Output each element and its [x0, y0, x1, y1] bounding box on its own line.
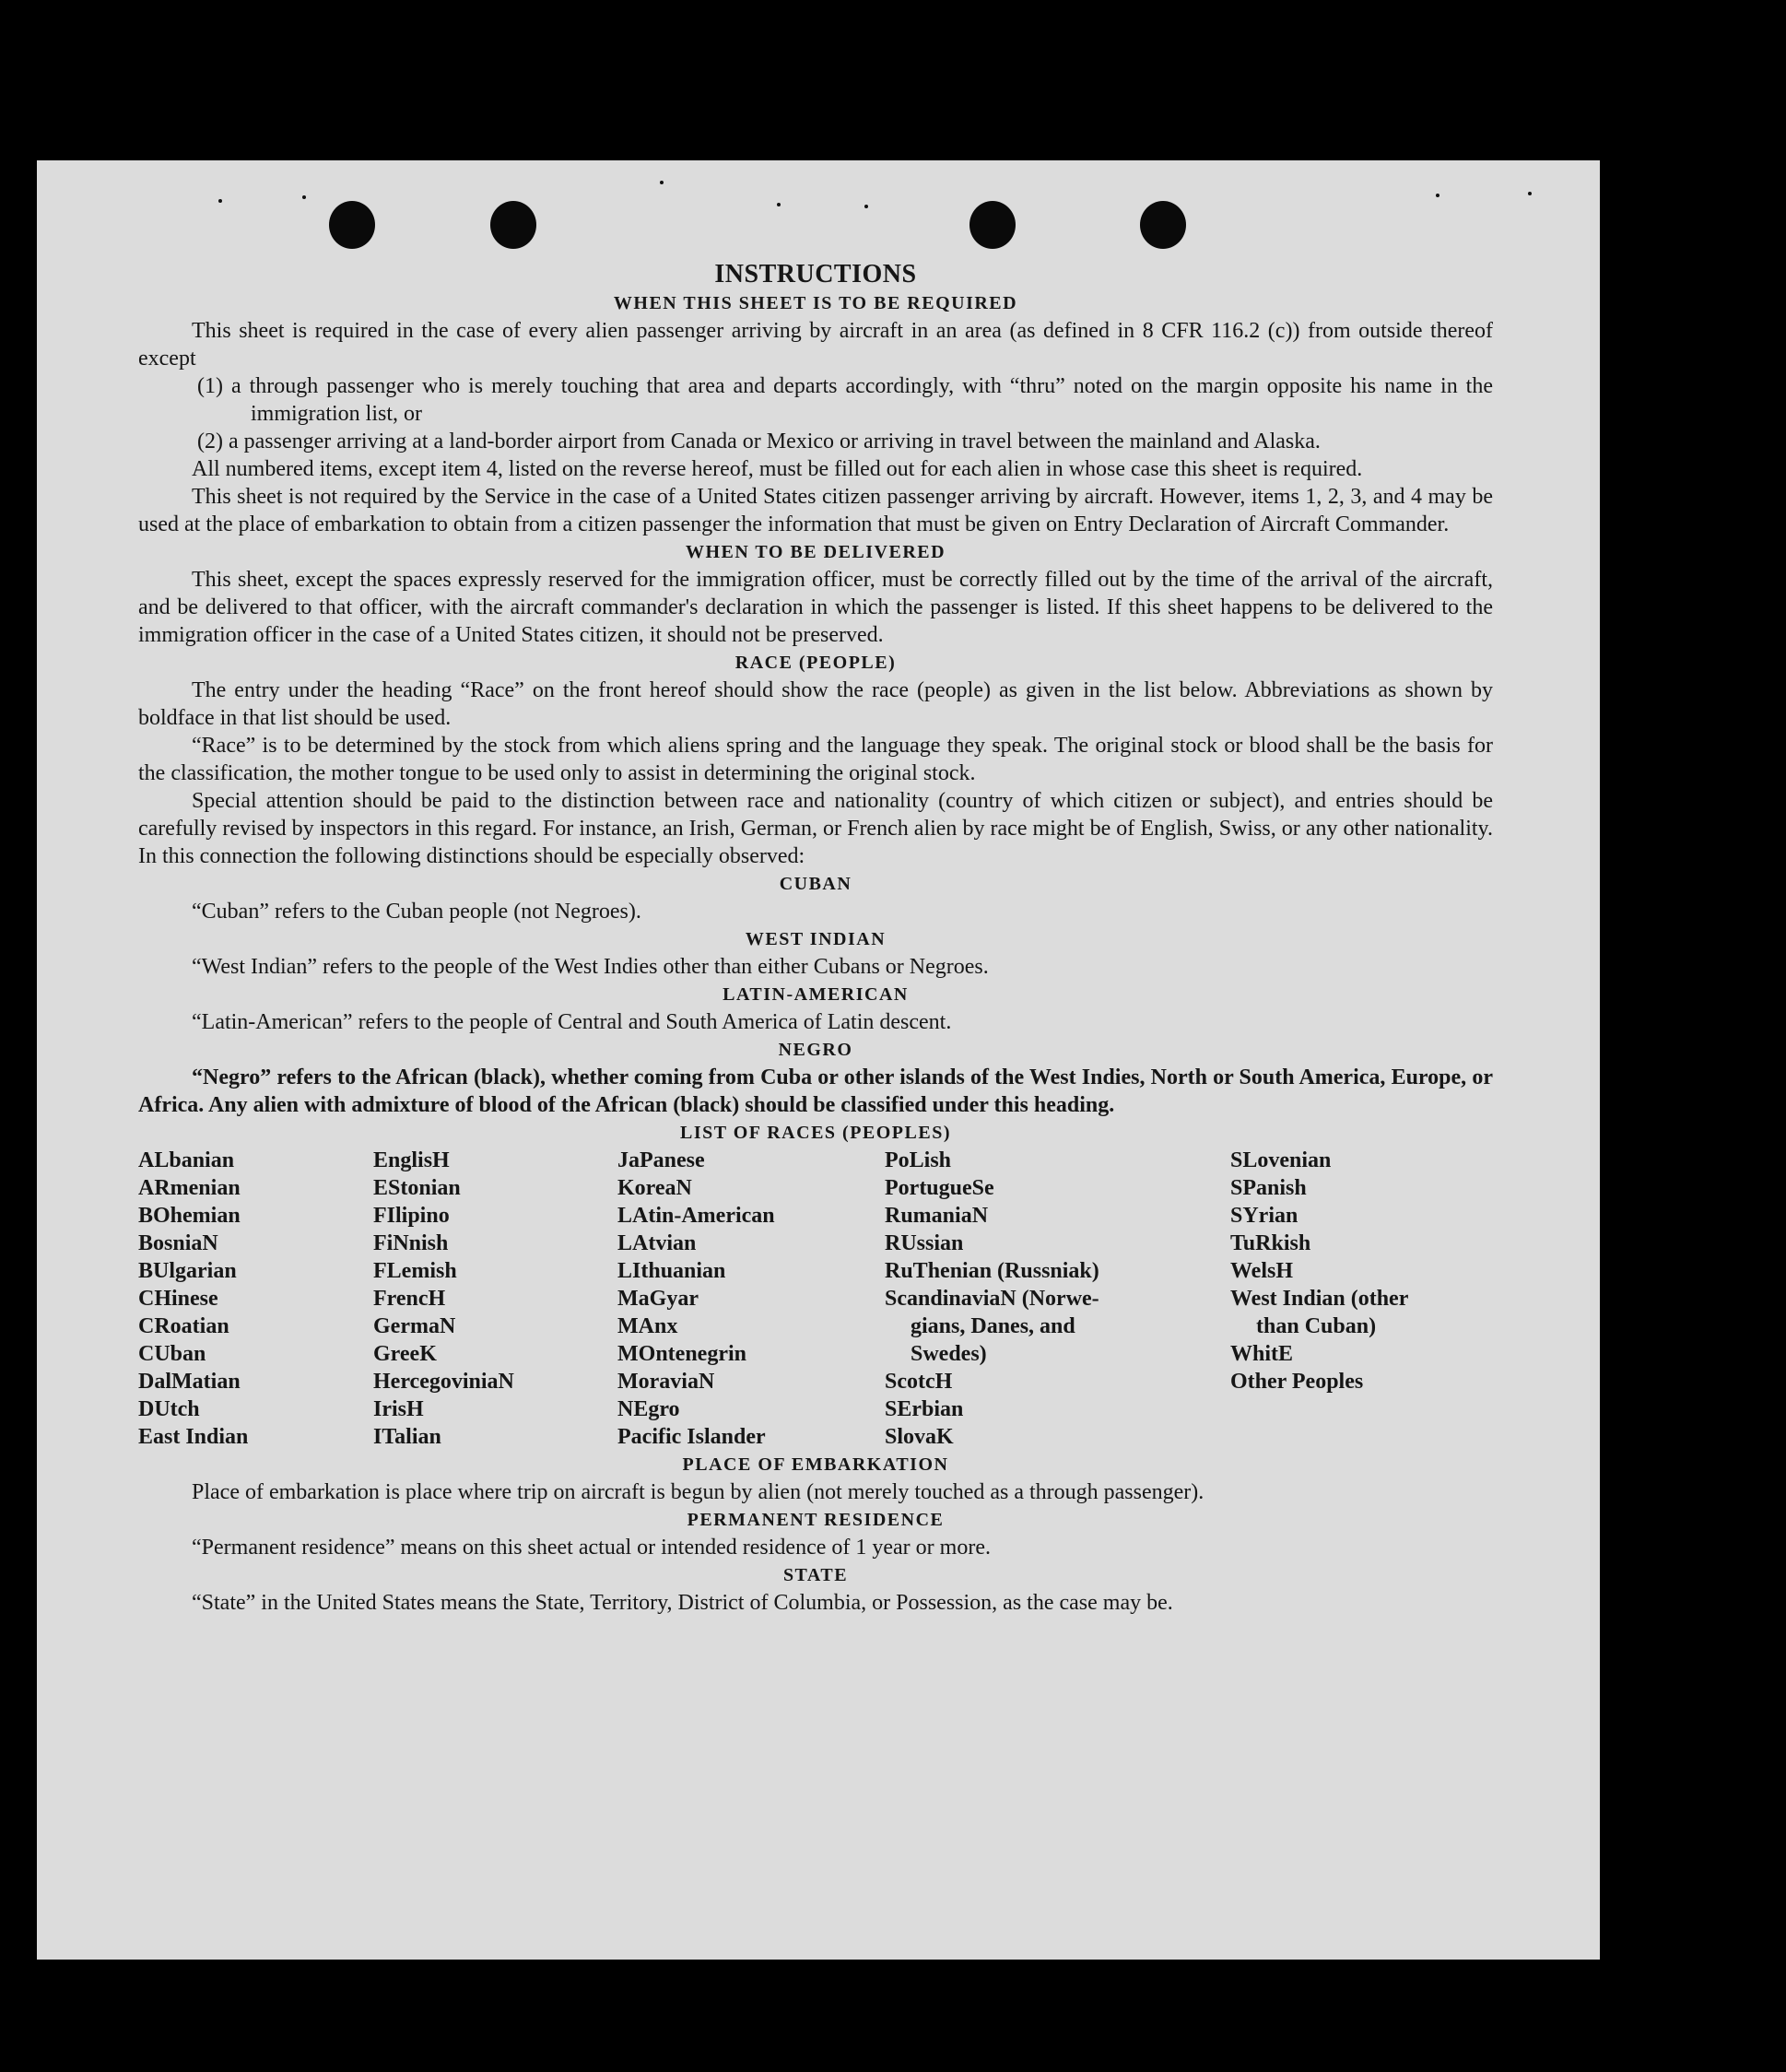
race-entry: West Indian (other	[1230, 1287, 1409, 1311]
race-entry: JaPanese	[617, 1148, 705, 1172]
race-entry: ITalian	[373, 1425, 441, 1449]
race-entry: TuRkish	[1230, 1231, 1311, 1255]
race-entry: BOhemian	[138, 1204, 241, 1228]
race-entry: SlovaK	[885, 1425, 954, 1449]
speck	[1528, 192, 1532, 195]
paragraph: This sheet is not required by the Service in the case of a United States citizen passenger arriving by aircraft. However, items 1, 2, 3, and 4 may be used at the place of embarkation to obtain from a citizen passenger the information that must be given on Entry Declaration of Aircraft Commander.	[138, 485, 1493, 536]
race-column	[885, 1147, 1230, 1451]
punch-hole	[969, 201, 1016, 249]
speck	[302, 195, 306, 199]
race-entry: RumaniaN	[885, 1204, 989, 1228]
speck	[1436, 194, 1439, 197]
race-entry: FLemish	[373, 1259, 457, 1283]
paragraph: “West Indian” refers to the people of the West Indies other than either Cubans or Negroes.	[192, 955, 989, 979]
race-entry: CHinese	[138, 1287, 218, 1311]
punch-hole	[1140, 201, 1186, 249]
race-entry: FiNnish	[373, 1231, 449, 1255]
race-entry: RUssian	[885, 1231, 964, 1255]
race-entry: CRoatian	[138, 1314, 229, 1338]
race-entry: SLovenian	[1230, 1148, 1332, 1172]
list-item: (2) a passenger arriving at a land-border airport from Canada or Mexico or arriving in travel between the mainland and Alaska.	[197, 430, 1321, 453]
paragraph: “Negro” refers to the African (black), whether coming from Cuba or other islands of the West Indies, North or South America, Europe, or Africa. Any alien with admixture of blood of the African (black) should be classified under this heading.	[138, 1065, 1493, 1117]
race-entry: East Indian	[138, 1425, 249, 1449]
race-entry: MAnx	[617, 1314, 678, 1338]
paragraph: “State” in the United States means the State, Territory, District of Columbia, or Possession, as the case may be.	[192, 1591, 1173, 1615]
race-entry: LAtin-American	[617, 1204, 775, 1228]
list-item: (1) a through passenger who is merely touching that area and departs accordingly, with “thru” noted on the margin opposite his name in the immigration list, or	[197, 374, 1493, 426]
race-entry: DUtch	[138, 1397, 200, 1421]
punch-hole	[490, 201, 536, 249]
race-entry: RuThenian (Russniak)	[885, 1259, 1099, 1283]
race-entry: FrencH	[373, 1287, 446, 1311]
instructions-content	[138, 260, 1493, 1617]
race-entry: EnglisH	[373, 1148, 450, 1172]
section-heading: WHEN THIS SHEET IS TO BE REQUIRED	[613, 293, 1018, 313]
race-entry: KoreaN	[617, 1176, 692, 1200]
race-entry: FIlipino	[373, 1204, 450, 1228]
speck	[218, 199, 222, 203]
race-entry: LIthuanian	[617, 1259, 726, 1283]
speck	[864, 205, 868, 208]
page-title: INSTRUCTIONS	[714, 260, 917, 288]
race-entry: SYrian	[1230, 1204, 1298, 1228]
section-heading: WHEN TO BE DELIVERED	[685, 542, 946, 562]
race-entry: MoraviaN	[617, 1370, 715, 1394]
race-entry: BUlgarian	[138, 1259, 237, 1283]
paragraph: The entry under the heading “Race” on the front hereof should show the race (people) as given in the list below. Abbreviations as shown by boldface in that list should be used.	[138, 678, 1493, 730]
race-entry: HercegoviniaN	[373, 1370, 514, 1394]
section-heading: CUBAN	[779, 874, 852, 894]
paragraph: This sheet, except the spaces expressly reserved for the immigration officer, must be correctly filled out by the time of the arrival of the aircraft, and be delivered to that officer, with the aircraft commander's declaration in which the passenger is listed. If this sheet happens to be delivered to the immigration officer in the case of a United States citizen, it should not be preserved.	[138, 568, 1493, 647]
speck	[660, 181, 664, 184]
section-heading: PERMANENT RESIDENCE	[687, 1510, 945, 1530]
section-heading: LIST OF RACES (PEOPLES)	[679, 1123, 951, 1143]
paragraph: “Race” is to be determined by the stock from which aliens spring and the language they speak. The original stock or blood shall be the basis for the classification, the mother tongue to be used only to assist in determining the original stock.	[138, 734, 1493, 785]
paragraph: “Cuban” refers to the Cuban people (not Negroes).	[192, 900, 641, 924]
race-entry: Swedes)	[911, 1342, 987, 1366]
race-entry: SErbian	[885, 1397, 964, 1421]
race-entry: EStonian	[373, 1176, 461, 1200]
race-entry: Other Peoples	[1230, 1370, 1364, 1394]
race-column	[373, 1147, 617, 1451]
race-entry: BosniaN	[138, 1231, 218, 1255]
race-entry: IrisH	[373, 1397, 424, 1421]
race-entry: DalMatian	[138, 1370, 241, 1394]
race-entry: WhitE	[1230, 1342, 1294, 1366]
race-entry: GreeK	[373, 1342, 437, 1366]
paragraph: “Latin-American” refers to the people of Central and South America of Latin descent.	[192, 1010, 952, 1034]
race-entry: ARmenian	[138, 1176, 241, 1200]
race-entry: WelsH	[1230, 1259, 1294, 1283]
race-entry: CUban	[138, 1342, 206, 1366]
section-heading: WEST INDIAN	[745, 929, 887, 949]
race-entry: LAtvian	[617, 1231, 697, 1255]
paragraph: This sheet is required in the case of every alien passenger arriving by aircraft in an area (as defined in 8 CFR 116.2 (c)) from outside thereof except	[138, 319, 1493, 371]
race-list-table	[138, 1147, 1493, 1451]
race-entry: NEgro	[617, 1397, 680, 1421]
speck	[777, 203, 781, 206]
paragraph: All numbered items, except item 4, listed on the reverse hereof, must be filled out for each alien in whose case this sheet is required.	[192, 457, 1363, 481]
punch-hole	[329, 201, 375, 249]
race-column	[1230, 1147, 1493, 1451]
race-entry: ScandinaviaN (Norwe-	[885, 1287, 1099, 1311]
section-heading: NEGRO	[778, 1040, 853, 1060]
section-heading: RACE (PEOPLE)	[734, 653, 897, 673]
paragraph: “Permanent residence” means on this sheet actual or intended residence of 1 year or more.	[192, 1536, 991, 1560]
race-entry: PoLish	[885, 1148, 952, 1172]
race-entry: Pacific Islander	[617, 1425, 766, 1449]
race-entry: than Cuban)	[1256, 1314, 1377, 1338]
race-entry: GermaN	[373, 1314, 456, 1338]
race-column	[617, 1147, 885, 1451]
section-heading: STATE	[782, 1565, 849, 1585]
race-entry: ALbanian	[138, 1148, 235, 1172]
race-entry: gians, Danes, and	[911, 1314, 1075, 1338]
paragraph: Place of embarkation is place where trip on aircraft is begun by alien (not merely touched as a through passenger).	[192, 1480, 1204, 1504]
section-heading: PLACE OF EMBARKATION	[682, 1454, 949, 1475]
paragraph: Special attention should be paid to the distinction between race and nationality (country of which citizen or subject), and entries should be carefully revised by inspectors in this regard. For instance, an Irish, German, or French alien by race might be of English, Swiss, or any other nationality. In this connection the following distinctions should be especially observed:	[138, 789, 1493, 868]
race-column	[138, 1147, 373, 1451]
race-entry: ScotcH	[885, 1370, 953, 1394]
race-entry: MaGyar	[617, 1287, 699, 1311]
section-heading: LATIN-AMERICAN	[723, 984, 909, 1005]
race-entry: MOntenegrin	[617, 1342, 746, 1366]
race-entry: SPanish	[1230, 1176, 1307, 1200]
race-entry: PortugueSe	[885, 1176, 994, 1200]
